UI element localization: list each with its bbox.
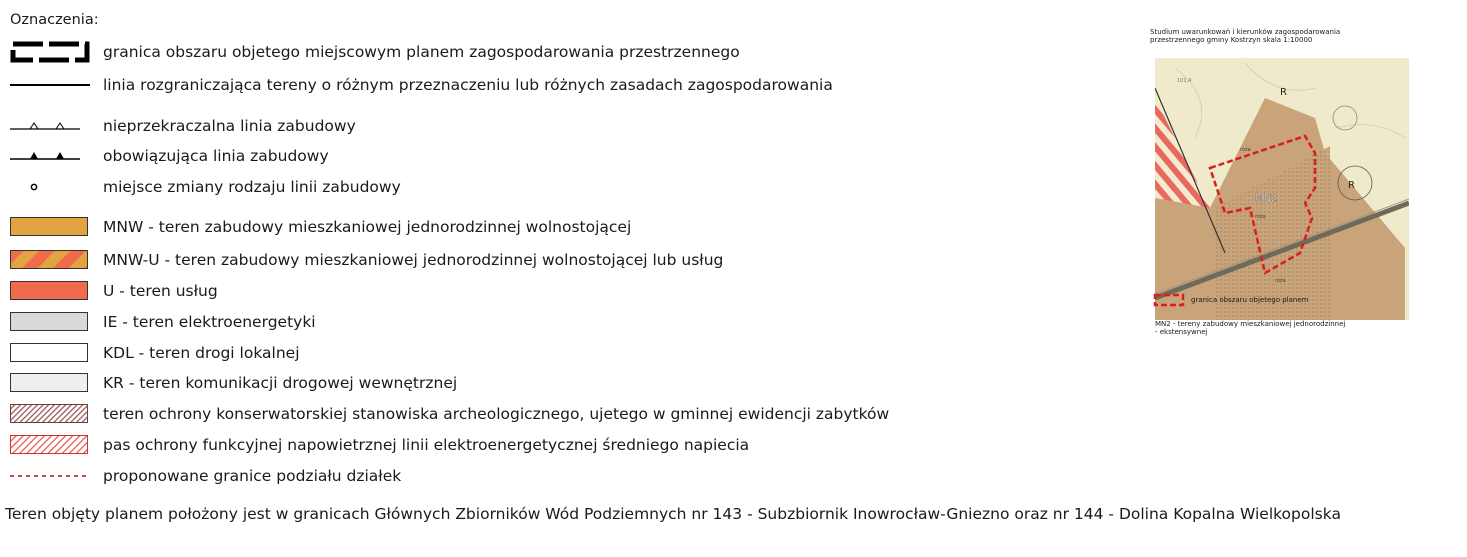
inset-caption <box>1150 28 1416 44</box>
legend-item-parcel <box>10 464 401 488</box>
legend-item-nonexceed <box>10 114 356 138</box>
power-swatch <box>10 434 90 456</box>
footer-note: Teren objęty planem położony jest w granicach Głównych Zbiorników Wód Podziemnych nr 143 - Subzbiornik Inowrocław-Gniezno oraz nr 144 - Dolina Kopalna Wielkopolska <box>5 505 1341 523</box>
legend-label: IE - teren elektroenergetyki <box>103 313 316 331</box>
ie-swatch <box>10 311 90 333</box>
legend-label: MNW-U - teren zabudowy mieszkaniowej jednorodzinnej wolnostojącej lub usług <box>103 251 724 269</box>
inset-map <box>1155 58 1409 320</box>
kdl-swatch <box>10 342 90 364</box>
study-inset <box>1150 28 1416 336</box>
inset-caption-line: Studium uwarunkowań i kierunków zagospodarowania <box>1150 28 1341 36</box>
map-label-r: R <box>1280 87 1287 98</box>
legend-label: granica obszaru objetego miejscowym planem zagospodarowania przestrzennego <box>103 43 740 61</box>
inset-legend-label: MN2 - tereny zabudowy mieszkaniowej jednorodzinnej <box>1155 320 1346 328</box>
parcel-line-symbol <box>10 465 90 487</box>
legend-label: KR - teren komunikacji drogowej wewnętrznej <box>103 374 458 392</box>
boundary-symbol <box>10 41 90 63</box>
legend-item-u <box>10 279 218 303</box>
nonexceed-line-symbol <box>10 115 90 137</box>
inset-legend-label: granica obszaru objetego planem <box>1191 296 1309 304</box>
map-label-r: R <box>1348 180 1355 191</box>
change-point-symbol <box>10 176 90 198</box>
legend-label: MNW - teren zabudowy mieszkaniowej jednorodzinnej wolnostojącej <box>103 218 632 236</box>
map-label-roza: róża <box>1240 147 1251 153</box>
legend-item-boundary <box>10 40 740 64</box>
legend-label: teren ochrony konserwatorskiej stanowiska archeologicznego, ujetego w gminnej ewidencji zabytków <box>103 405 890 423</box>
inset-caption-line: przestrzennego gminy Kostrzyn skala 1:10000 <box>1150 36 1313 44</box>
inset-boundary-symbol <box>1153 293 1185 307</box>
legend-label: obowiązująca linia zabudowy <box>103 147 329 165</box>
inset-legend-label: - ekstensywnej <box>1155 328 1208 336</box>
map-label-roza: róża <box>1255 214 1266 220</box>
legend-item-mandatory <box>10 144 329 168</box>
inset-legend-boundary <box>1153 293 1419 307</box>
legend-item-ie <box>10 310 316 334</box>
legend-title: Oznaczenia: <box>10 12 99 28</box>
map-label-roza: róża <box>1275 278 1286 284</box>
kr-swatch <box>10 372 90 394</box>
mnw-swatch <box>10 216 90 238</box>
legend-item-power <box>10 433 749 457</box>
legend-label: U - teren usług <box>103 282 218 300</box>
divider-line-symbol <box>10 74 90 96</box>
legend-item-kr <box>10 371 457 395</box>
inset-legend-mn2 <box>1155 320 1405 336</box>
legend-label: linia rozgraniczająca tereny o różnym przeznaczeniu lub różnych zasadach zagospodarowania <box>103 76 833 94</box>
mandatory-line-symbol <box>10 145 90 167</box>
legend-item-archeo <box>10 402 889 426</box>
legend-label: KDL - teren drogi lokalnej <box>103 344 300 362</box>
mnwu-swatch <box>10 249 90 271</box>
legend-item-mnw <box>10 215 631 239</box>
legend-item-changepoint <box>10 175 401 199</box>
legend-label: proponowane granice podziału działek <box>103 467 402 485</box>
legend-item-kdl <box>10 341 300 365</box>
map-label-elevation: 101,4 <box>1177 78 1192 84</box>
legend-item-divider <box>10 73 833 97</box>
map-label-mn2: MN2 <box>1255 193 1278 204</box>
legend-label: miejsce zmiany rodzaju linii zabudowy <box>103 178 401 196</box>
archeo-swatch <box>10 403 90 425</box>
legend-label: nieprzekraczalna linia zabudowy <box>103 117 356 135</box>
legend-item-mnwu <box>10 248 723 272</box>
u-swatch <box>10 280 90 302</box>
legend-label: pas ochrony funkcyjnej napowietrznej linii elektroenergetycznej średniego napiecia <box>103 436 750 454</box>
